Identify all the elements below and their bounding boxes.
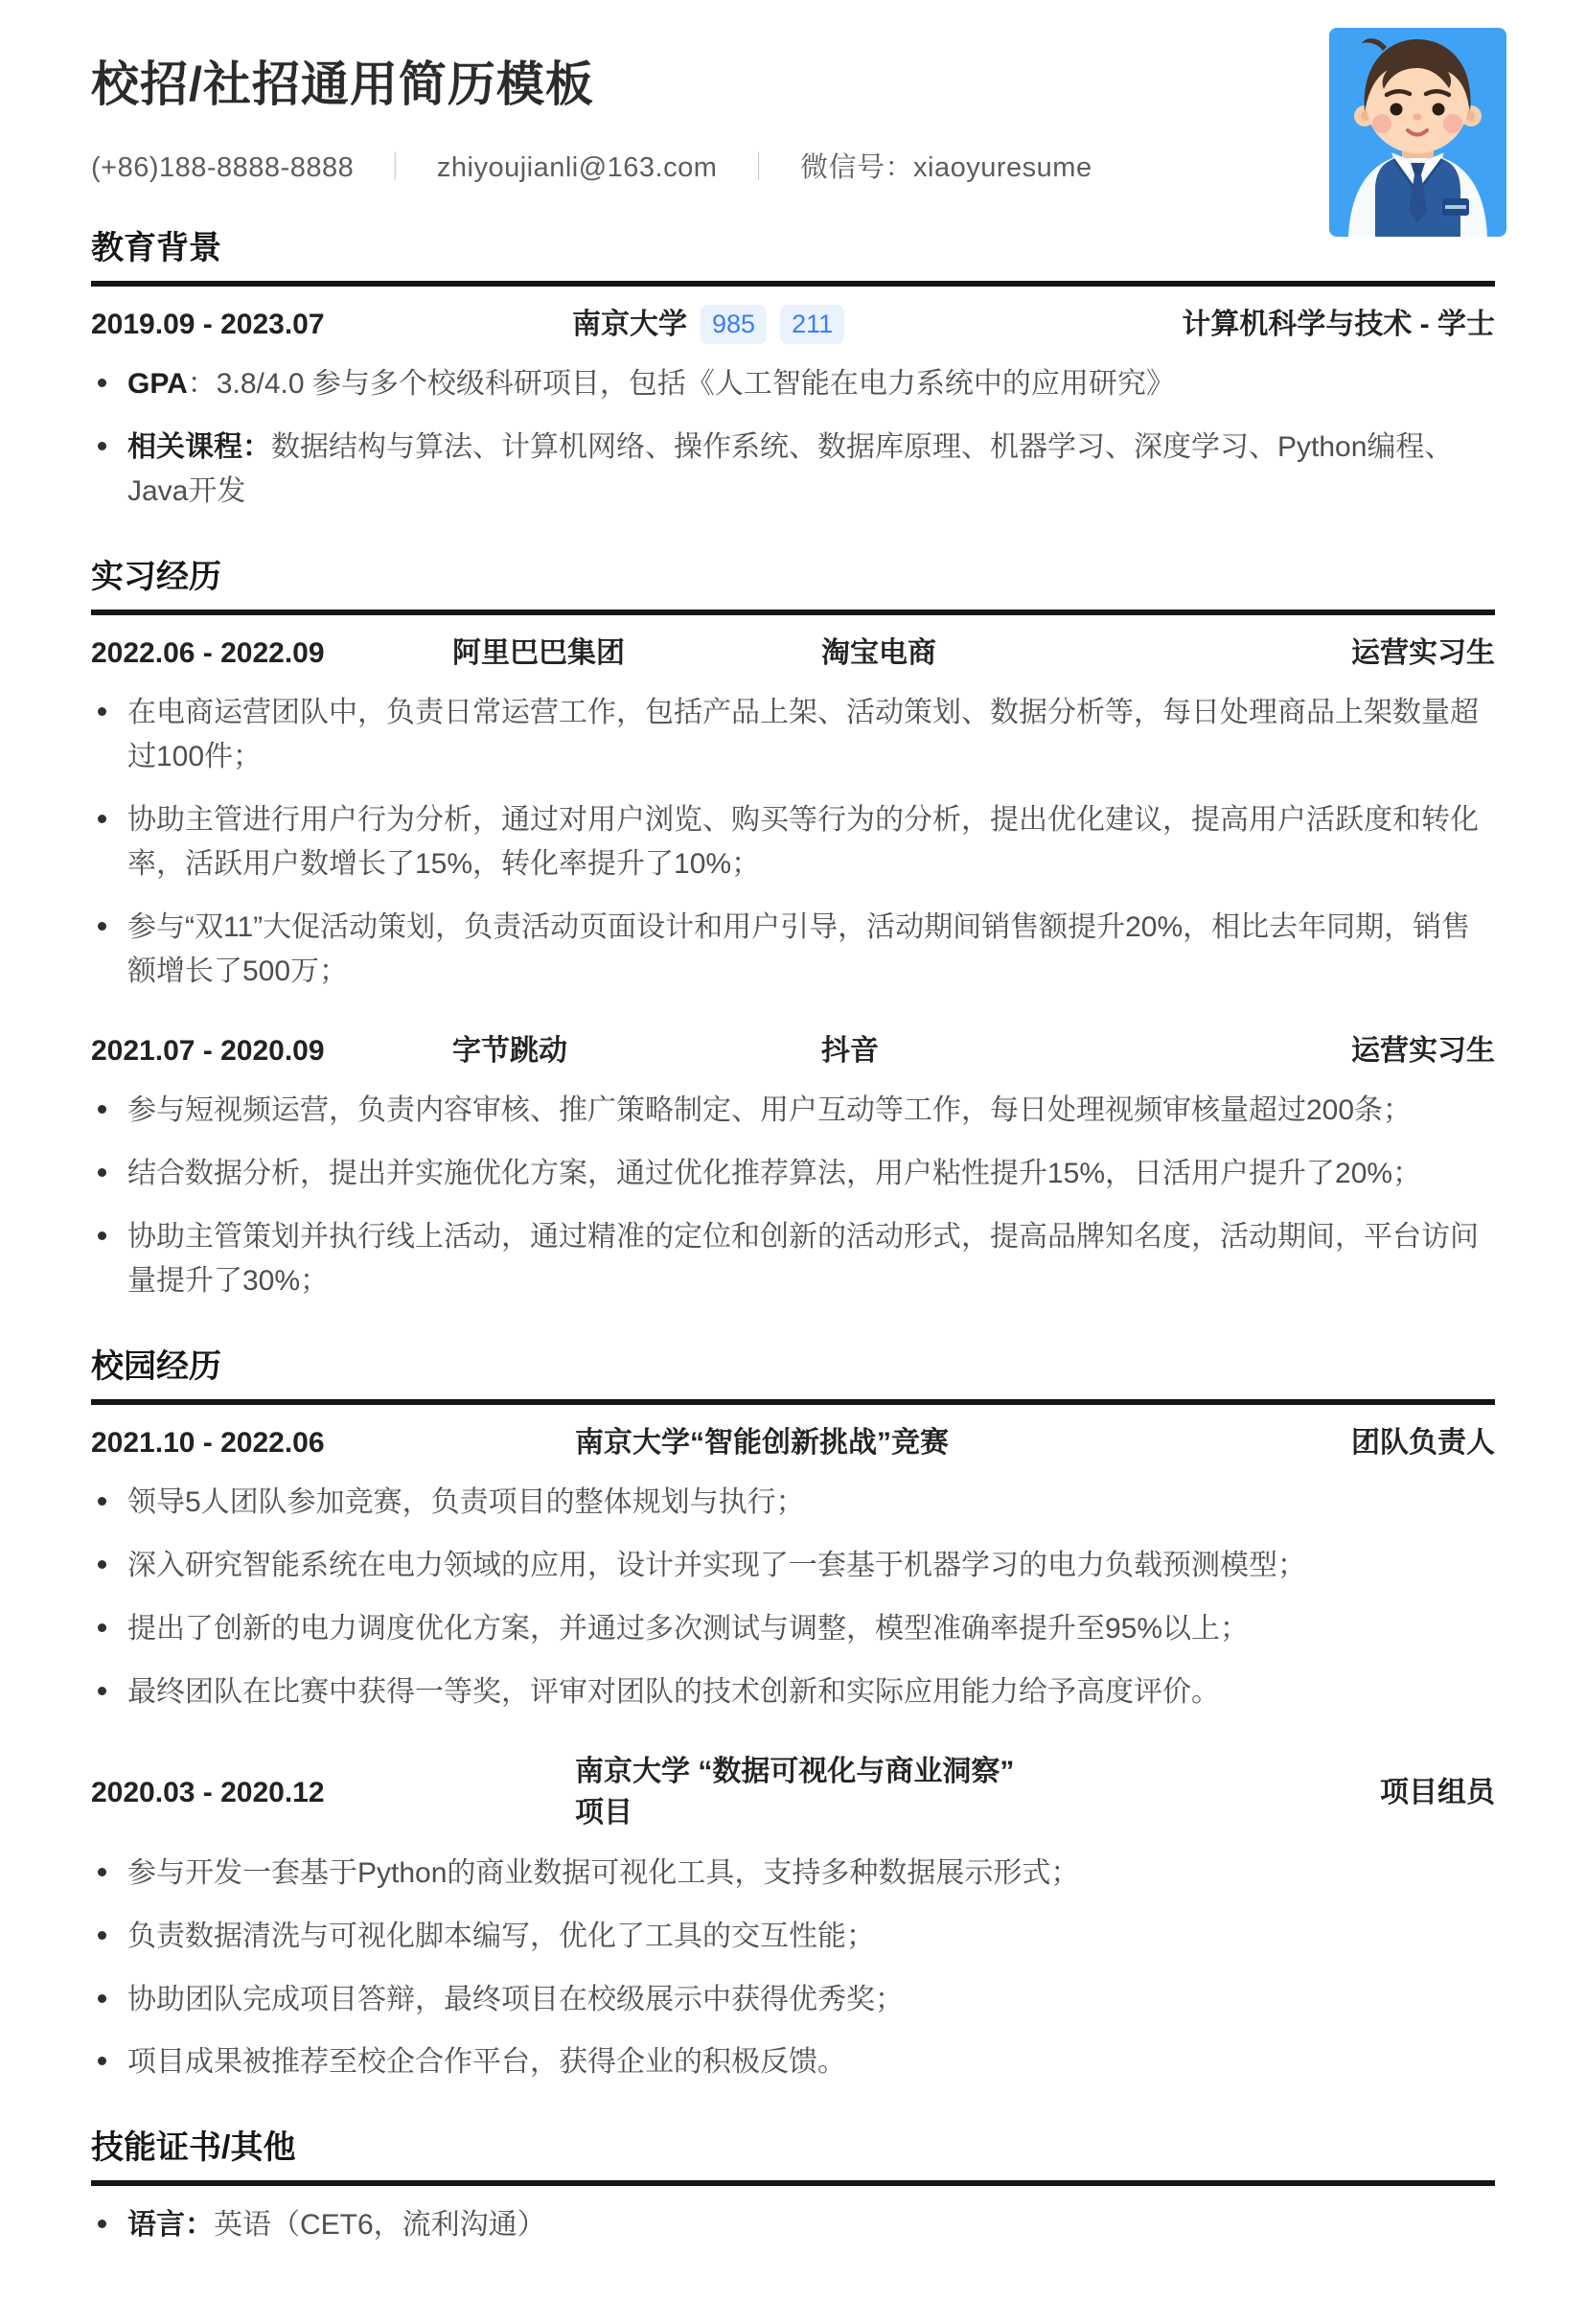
role-label: 运营实习生 xyxy=(1351,636,1495,669)
entry-date: 2021.10 - 2022.06 xyxy=(91,1426,325,1459)
bullet-text: 领导5人团队参加竞赛，负责项目的整体规划与执行； xyxy=(127,1486,805,1519)
activity-title: 南京大学“智能创新挑战”竞赛 xyxy=(575,1426,949,1459)
degree-label: 计算机科学与技术 - 学士 xyxy=(1182,308,1495,340)
contact-separator: ｜ xyxy=(380,152,410,183)
bullet-text: 参与“双11”大促活动策划，负责活动页面设计和用户引导，活动期间销售额提升20%，相比去年同期，销售额增长了500万； xyxy=(127,911,1471,987)
bullet-item xyxy=(91,1481,1495,1525)
entry-date: 2021.07 - 2020.09 xyxy=(91,1034,325,1067)
skills-bullets xyxy=(91,2203,1495,2247)
bullet-item xyxy=(91,906,1495,994)
bullet-text: 参与短视频运营，负责内容审核、推广策略制定、用户互动等工作，每日处理视频审核量超过200条； xyxy=(127,1094,1413,1127)
bullet-text: 项目成果被推荐至校企合作平台，获得企业的积极反馈。 xyxy=(127,2046,846,2079)
bullet-text: 协助团队完成项目答辩，最终项目在校级展示中获得优秀奖； xyxy=(127,1983,904,2015)
bullet-item xyxy=(91,426,1495,514)
bullet-item xyxy=(91,2040,1495,2084)
education-entry-header xyxy=(91,287,1495,359)
bullet-text: 提出了创新的电力调度优化方案，并通过多次测试与调整，模型准确率提升至95%以上； xyxy=(127,1613,1250,1645)
bullet-item xyxy=(91,1670,1495,1714)
campus-bullets xyxy=(91,1852,1495,2085)
page-title: 校招/社招通用简历模板 xyxy=(91,58,594,111)
bullet-text: 协助主管策划并执行线上活动，通过精准的定位和创新的活动形式，提高品牌知名度，活动期间，平台访问量提升了30%； xyxy=(127,1221,1479,1297)
bullet-item xyxy=(91,798,1495,886)
entry-date: 2020.03 - 2020.12 xyxy=(91,1776,325,1808)
section-campus xyxy=(91,1346,1495,2085)
bullet-item xyxy=(91,691,1495,779)
wechat-id: 微信号：xiaoyuresume xyxy=(800,152,1092,183)
bullet-lead: 语言： xyxy=(127,2209,214,2242)
resume-header xyxy=(91,56,1495,185)
bullet-item xyxy=(91,1544,1495,1588)
entry-date: 2022.06 - 2022.09 xyxy=(91,636,325,669)
activity-title: 南京大学 “数据可视化与商业洞察” 项目 xyxy=(575,1755,1015,1829)
contact-separator: ｜ xyxy=(744,152,773,183)
section-heading-campus: 校园经历 xyxy=(91,1347,221,1385)
bullet-text: 最终团队在比赛中获得一等奖，评审对团队的技术创新和实际应用能力给予高度评价。 xyxy=(127,1675,1220,1708)
bullet-item xyxy=(91,1152,1495,1196)
section-education xyxy=(91,227,1495,514)
bullet-text: 数据结构与算法、计算机网络、操作系统、数据库原理、机器学习、深度学习、Python编程、Java开发 xyxy=(127,431,1454,508)
boy-avatar-illustration xyxy=(1329,28,1506,237)
internship-bullets xyxy=(91,1089,1495,1303)
bullet-text: 深入研究智能系统在电力领域的应用，设计并实现了一套基于机器学习的电力负载预测模型； xyxy=(127,1550,1306,1582)
bullet-text: 负责数据清洗与可视化脚本编写，优化了工具的交互性能； xyxy=(127,1920,875,1952)
bullet-text: ：3.8/4.0 参与多个校级科研项目，包括《人工智能在电力系统中的应用研究》 xyxy=(187,368,1175,401)
school-cell xyxy=(572,304,844,346)
badge-211: 211 xyxy=(780,305,844,344)
campus-bullets xyxy=(91,1481,1495,1714)
bullet-lead: GPA xyxy=(127,368,188,401)
section-heading-skills: 技能证书/其他 xyxy=(91,2129,296,2167)
company-name: 字节跳动 xyxy=(452,1034,567,1067)
bullet-text: 协助主管进行用户行为分析，通过对用户浏览、购买等行为的分析，提出优化建议，提高用户活跃度和转化率，活跃用户数增长了15%，转化率提升了10%； xyxy=(127,804,1479,881)
bullet-item xyxy=(91,2203,1495,2247)
internship-entry-header xyxy=(91,615,1495,688)
bullet-item xyxy=(91,362,1495,406)
internship-entry-header xyxy=(91,1013,1495,1086)
section-internship xyxy=(91,556,1495,1303)
avatar-photo xyxy=(1329,28,1506,237)
bullet-text: 结合数据分析，提出并实施优化方案，通过优化推荐算法，用户粘性提升15%，日活用户提升了20%； xyxy=(127,1158,1422,1190)
bullet-item xyxy=(91,1089,1495,1133)
phone-number: (+86)188-8888-8888 xyxy=(91,152,355,183)
bullet-text: 参与开发一套基于Python的商业数据可视化工具，支持多种数据展示形式； xyxy=(127,1856,1080,1889)
role-label: 项目组员 xyxy=(1380,1776,1495,1808)
entry-date: 2019.09 - 2023.07 xyxy=(91,308,325,340)
department-name: 淘宝电商 xyxy=(821,636,936,669)
company-name: 阿里巴巴集团 xyxy=(452,636,625,669)
section-heading-education: 教育背景 xyxy=(91,230,221,266)
bullet-item xyxy=(91,1852,1495,1896)
bullet-item xyxy=(91,1607,1495,1651)
bullet-item xyxy=(91,1915,1495,1959)
education-bullets xyxy=(91,362,1495,514)
bullet-text: 在电商运营团队中，负责日常运营工作，包括产品上架、活动策划、数据分析等，每日处理商品上架数量超过100件； xyxy=(127,697,1479,773)
email-address: zhiyoujianli@163.com xyxy=(436,152,718,183)
campus-entry-header xyxy=(91,1405,1495,1478)
contact-line xyxy=(91,146,1495,185)
bullet-text: 英语（CET6，流利沟通） xyxy=(214,2209,546,2242)
bullet-item xyxy=(91,1978,1495,2022)
role-label: 运营实习生 xyxy=(1351,1034,1495,1067)
section-skills xyxy=(91,2127,1495,2247)
role-label: 团队负责人 xyxy=(1351,1426,1495,1459)
department-name: 抖音 xyxy=(821,1034,879,1067)
school-name: 南京大学 xyxy=(572,308,687,340)
section-divider xyxy=(91,2180,1495,2186)
bullet-item xyxy=(91,1215,1495,1303)
section-heading-internship: 实习经历 xyxy=(91,559,221,596)
internship-bullets xyxy=(91,691,1495,993)
bullet-lead: 相关课程： xyxy=(127,431,271,464)
campus-entry-header xyxy=(91,1734,1495,1848)
badge-985: 985 xyxy=(701,305,767,344)
